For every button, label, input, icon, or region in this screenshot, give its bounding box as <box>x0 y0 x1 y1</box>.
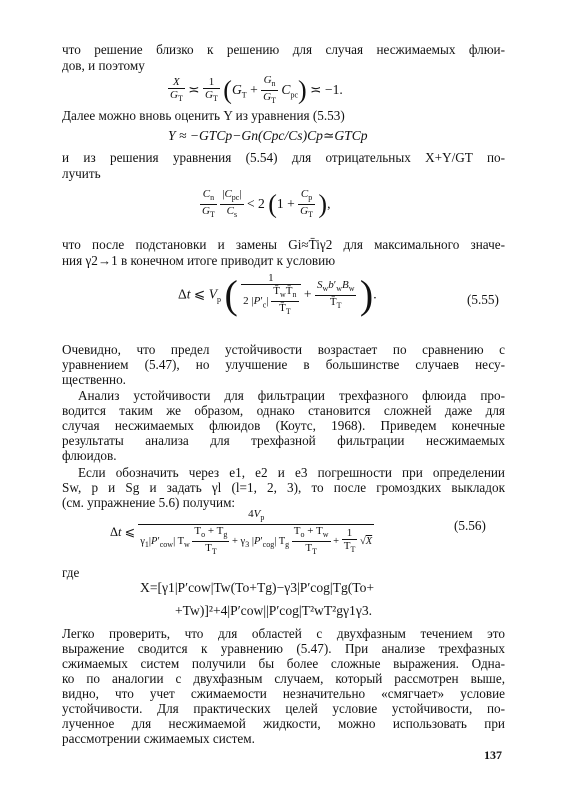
equation-5-55: Δt ⩽ $V_p$ ( 1 2 $|P'_c|$ $\frac{T̄_wT̄_n}{T̄_T}$ + $\frac{S_wb'_wB_w}{T̄_T}$ ). <box>178 272 377 318</box>
text-line: уравнением (5.47), но улучшение в большинстве случаев несу- <box>62 357 505 372</box>
text-line: Легко проверить, что для областей с двухфазным течением это <box>62 626 505 641</box>
equation-x-continued: +Tw)]²+4|P′cow||P′cog|T²wT²gγ1γ3. <box>175 603 373 618</box>
equation-5-56: Δt ⩽ $4V_p$ $\gamma_1|P'_{cow}|$ $T_w$ $\frac{T_o + T_g}{T_T}$ + $\gamma_3$ $|P'_{cog}|$ $T_g$ $\frac{T_o + T_w}{T_T}$ + $\frac{1}{T_T}$ √X <box>110 508 373 557</box>
text-line: где <box>62 565 80 580</box>
text-line: щественно. <box>62 372 126 387</box>
text-line: Анализ устойчивости для фильтрации трехфазного флюида про- <box>78 388 505 403</box>
equation-2: Y ≈ −GTCp−Gn(Cpc/Cs)Cp≃GTCp <box>168 128 368 143</box>
text-line: результаты анализа для трехфазной фильтрации несжимаемых <box>62 433 505 448</box>
text-line: устойчивости. Для практических целей условие устойчивости, по- <box>62 701 505 716</box>
text-line: Далее можно вновь оценить Y из уравнения (5.53) <box>62 108 345 123</box>
equation-1: $\frac{X}{G_T}$ ≍ $\frac{1}{G_T}$ ($G_T$ + $\frac{G_n}{G_T}$ $C_{pc}$) ≍ −1. <box>170 74 343 106</box>
text-line: и из решения уравнения (5.54) для отрицательных X+Y/GT по- <box>62 150 505 165</box>
text-line: Sw, p и Sg и задать γl (l=1, 2, 3), то после громоздких выкладок <box>62 480 505 495</box>
text-line: что решение близко к решению для случая несжимаемых флюи- <box>62 42 505 57</box>
text-line: лученное для несжимаемой жидкости, можно использовать при <box>62 716 505 731</box>
text-line: дов, и поэтому <box>62 58 145 73</box>
text-line: (см. упражнение 5.6) получим: <box>62 495 236 510</box>
text-line: рассмотрении сжимаемых систем. <box>62 731 255 746</box>
text-line: выражение сводится к уравнению (5.47). При анализе трехфазных <box>62 641 505 656</box>
text-line: флюидов. <box>62 448 117 463</box>
text-line: сжимаемых систем получили бы более сложные выражения. Одна- <box>62 656 505 671</box>
text-line: видно, что учет сжимаемости незначительно «смягчает» условие <box>62 686 505 701</box>
text-line: что после подстановки и замены Gi≈T̄iγ2 для максимального значе- <box>62 237 505 252</box>
text-line: водится таким же образом, однако становится сложней даже для <box>62 403 505 418</box>
text-line: ко по аналогии с двухфазным случаем, который рассмотрен выше, <box>62 671 505 686</box>
equation-number: (5.56) <box>454 518 486 533</box>
text-line: лучить <box>62 166 101 181</box>
text-line: Очевидно, что предел устойчивости возрастает по сравнению с <box>62 342 505 357</box>
text-line: случая несжимаемых флюидов (Коутс, 1968). Приведем конечные <box>62 418 505 433</box>
equation-number: (5.55) <box>467 292 499 307</box>
text-line: ния γ2→1 в конечном итоге приводит к условию <box>62 253 336 268</box>
text-line: Если обозначить через e1, e2 и e3 погрешности при определении <box>78 465 505 480</box>
page-number: 137 <box>484 748 502 762</box>
equation-x: X=[γ1|P′cow|Tw(To+Tg)−γ3|P′cog|Tg(To+ <box>140 580 375 595</box>
equation-3: $\frac{C_n}{G_T}$ $\frac{|C_{pc}|}{C_s}$ < 2 (1 + $\frac{C_p}{G_T}$ ), <box>202 188 331 220</box>
